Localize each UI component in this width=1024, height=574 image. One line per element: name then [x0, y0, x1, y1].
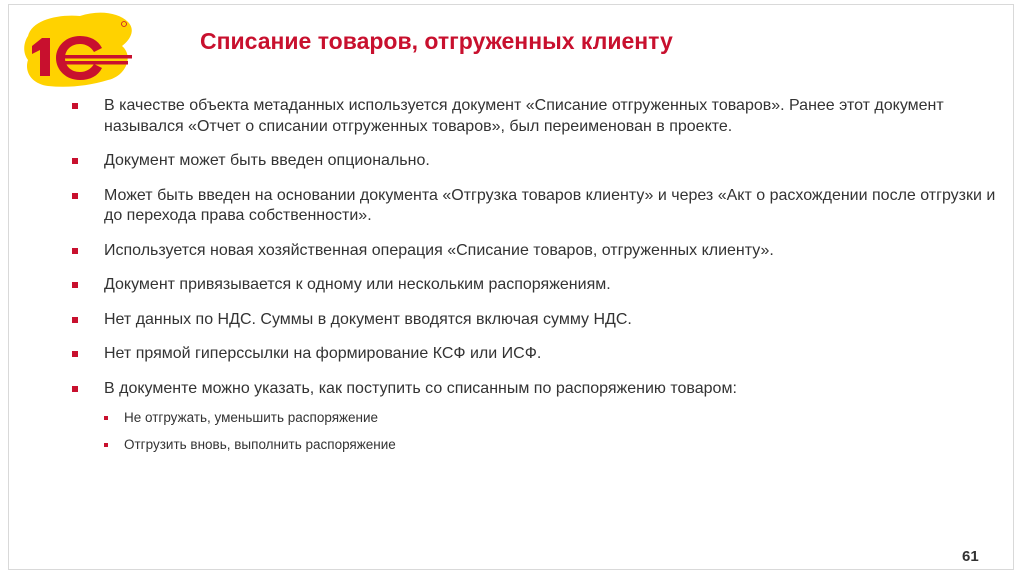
- sub-bullet-marker-icon: [104, 443, 108, 447]
- page-number: 61: [962, 548, 979, 565]
- 1c-logo-icon: [18, 6, 140, 92]
- bullet-marker-icon: [72, 282, 78, 288]
- bullet-item: [72, 275, 1007, 296]
- sub-bullet-text: Отгрузить вновь, выполнить распоряжение: [124, 437, 396, 452]
- bullet-marker-icon: [72, 193, 78, 199]
- bullet-marker-icon: [72, 248, 78, 254]
- slide-title: Списание товаров, отгруженных клиенту: [200, 28, 673, 54]
- bullet-text: Нет данных по НДС. Суммы в документ вводятся включая сумму НДС.: [104, 310, 632, 328]
- bullet-item: [72, 151, 1007, 172]
- sub-bullet-list: [104, 409, 1007, 454]
- bullet-text: В качестве объекта метаданных используется документ «Списание отгруженных товаров». Ранее этот документ назывался «Отчет о списании отгруженных товаров», был переименован в проекте.: [104, 97, 944, 135]
- bullet-item: [72, 310, 1007, 331]
- sub-bullet-item: [104, 436, 1007, 454]
- bullet-item: [72, 379, 1007, 455]
- sub-bullet-item: [104, 409, 1007, 427]
- bullet-text: Документ привязывается к одному или нескольким распоряжениям.: [104, 276, 611, 293]
- bullet-text: Документ может быть введен опционально.: [104, 152, 430, 169]
- slide-content: [72, 96, 1007, 468]
- bullet-marker-icon: [72, 386, 78, 392]
- bullet-text: Используется новая хозяйственная операция «Списание товаров, отгруженных клиенту».: [104, 241, 774, 259]
- bullet-marker-icon: [72, 351, 78, 357]
- bullet-text: В документе можно указать, как поступить со списанным по распоряжению товаром:: [104, 379, 737, 397]
- bullet-item: [72, 241, 1007, 262]
- bullet-marker-icon: [72, 103, 78, 109]
- sub-bullet-marker-icon: [104, 416, 108, 420]
- bullet-item: [72, 186, 1007, 227]
- bullet-marker-icon: [72, 317, 78, 323]
- bullet-item: [72, 344, 1007, 365]
- bullet-item: [72, 96, 1007, 137]
- bullet-text: Нет прямой гиперссылки на формирование КСФ или ИСФ.: [104, 345, 542, 362]
- bullet-marker-icon: [72, 158, 78, 164]
- sub-bullet-text: Не отгружать, уменьшить распоряжение: [124, 410, 379, 425]
- bullet-list: [72, 96, 1007, 454]
- bullet-text: Может быть введен на основании документа «Отгрузка товаров клиенту» и через «Акт о расхождении после отгрузки и до перехода права собственности».: [104, 186, 996, 224]
